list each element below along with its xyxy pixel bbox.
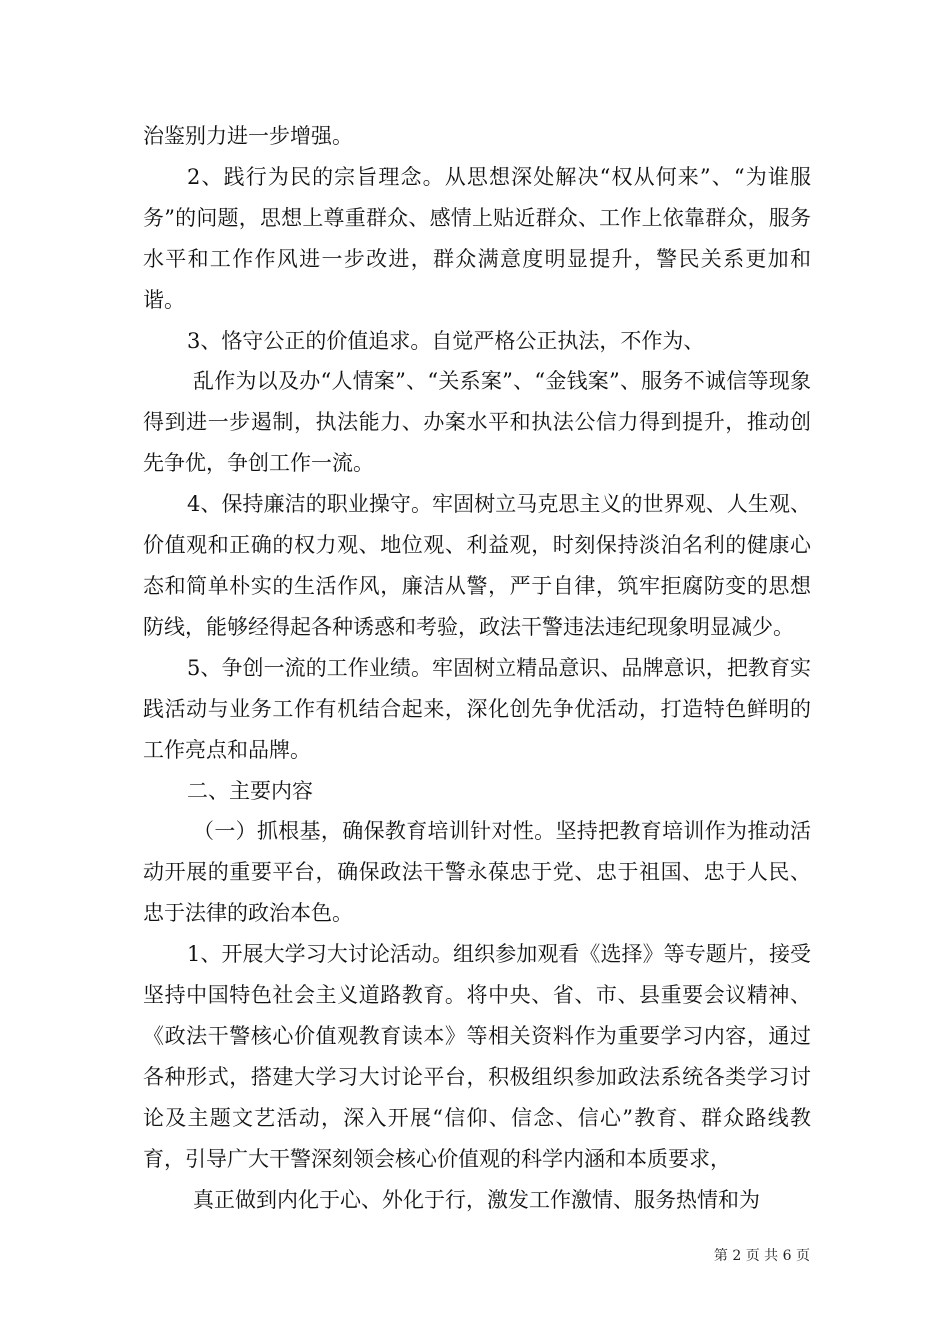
page-number-footer: 第 2 页 共 6 页 xyxy=(713,1248,810,1264)
paragraph-continuation: 治鉴别力进一步增强。 xyxy=(143,124,353,148)
paragraph-activity-1-continued: 真正做到内化于心、外化于行，激发工作激情、服务热情和为 xyxy=(193,1187,760,1212)
subsection-heading-1: （一）抓根基，确保教育培训针对性。坚持把教育培训作为推动活动开展的重要平台，确保政法干警永葆忠于党、忠于祖国、忠于人民、忠于法律的政治本色。 xyxy=(143,819,811,926)
paragraph-item-2: 2、践行为民的宗旨理念。从思想深处解决“权从何来”、“为谁服务”的问题，思想上尊重群众、感情上贴近群众、工作上依靠群众，服务水平和工作作风进一步改进，群众满意度明显提升，警民关系更加和谐。 xyxy=(143,164,811,312)
document-body xyxy=(143,116,811,1220)
paragraph-item-5: 5、争创一流的工作业绩。牢固树立精品意识、品牌意识，把教育实践活动与业务工作有机结合起来，深化创先争优活动，打造特色鲜明的工作亮点和品牌。 xyxy=(143,655,811,762)
section-heading-main-content: 二、主要内容 xyxy=(187,778,313,803)
paragraph-item-4: 4、保持廉洁的职业操守。牢固树立马克思主义的世界观、人生观、价值观和正确的权力观、地位观、利益观，时刻保持淡泊名利的健康心态和简单朴实的生活作风，廉洁从警，严于自律，筑牢拒腐防变的思想防线，能够经得起各种诱惑和考验，政法干警违法违纪现象明显减少。 xyxy=(143,492,811,639)
paragraph-activity-1: 1、开展大学习大讨论活动。组织参加观看《选择》等专题片，接受坚持中国特色社会主义道路教育。将中央、省、市、县重要会议精神、《政法干警核心价值观教育读本》等相关资料作为重要学习内容，通过各种形式，搭建大学习大讨论平台，积极组织参加政法系统各类学习讨论及主题文艺活动，深入开展“信仰、信念、信心”教育、群众路线教育，引导广大干警深刻领会核心价值观的科学内涵和本质要求， xyxy=(143,942,811,1171)
paragraph-item-3-continued: 乱作为以及办“人情案”、“关系案”、“金钱案”、服务不诚信等现象得到进一步遏制，执法能力、办案水平和执法公信力得到提升，推动创先争优，争创工作一流。 xyxy=(143,369,811,476)
paragraph-item-3: 3、恪守公正的价值追求。自觉严格公正执法，不作为、 xyxy=(187,328,705,353)
